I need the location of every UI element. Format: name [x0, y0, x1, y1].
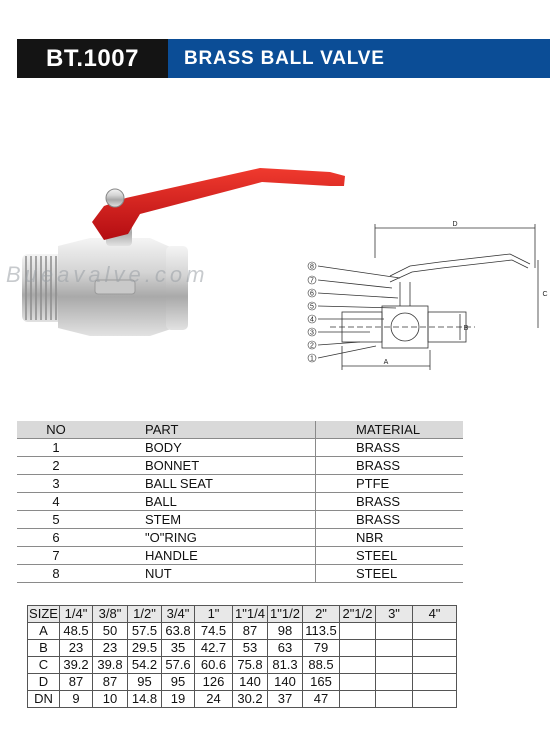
- technical-drawing: [300, 218, 550, 378]
- size-cell: 87: [233, 623, 268, 640]
- part-number-label: 6: [310, 290, 314, 298]
- part-name: STEM: [95, 511, 316, 529]
- size-cell: 9: [60, 691, 93, 708]
- size-cell: [340, 674, 376, 691]
- header-no: NO: [17, 421, 95, 439]
- dimension-label: B: [463, 325, 469, 332]
- size-cell: 54.2: [128, 657, 162, 674]
- size-cell: 140: [233, 674, 268, 691]
- size-cell: A: [28, 623, 60, 640]
- part-name: NUT: [95, 565, 316, 583]
- size-cell: 48.5: [60, 623, 93, 640]
- size-cell: 140: [268, 674, 303, 691]
- size-cell: 95: [162, 674, 195, 691]
- size-cell: 74.5: [195, 623, 233, 640]
- part-material: STEEL: [316, 565, 464, 583]
- part-material: BRASS: [316, 493, 464, 511]
- size-header-row: [28, 606, 457, 623]
- dimension-label: A: [383, 359, 389, 366]
- table-row: [17, 457, 463, 475]
- size-cell: 39.8: [93, 657, 128, 674]
- size-cell: 57.6: [162, 657, 195, 674]
- size-cell: 23: [60, 640, 93, 657]
- size-cell: 47: [303, 691, 340, 708]
- size-cell: 14.8: [128, 691, 162, 708]
- size-cell: 50: [93, 623, 128, 640]
- size-cell: 57.5: [128, 623, 162, 640]
- table-row: [28, 691, 457, 708]
- size-cell: 88.5: [303, 657, 340, 674]
- size-cell: 24: [195, 691, 233, 708]
- header-part: PART: [95, 421, 316, 439]
- size-cell: 42.7: [195, 640, 233, 657]
- size-cell: 95: [128, 674, 162, 691]
- size-cell: [413, 640, 457, 657]
- part-material: BRASS: [316, 439, 464, 457]
- product-code: BT.1007: [17, 39, 168, 78]
- size-header-cell: 2": [303, 606, 340, 623]
- header-material: MATERIAL: [316, 421, 464, 439]
- size-cell: C: [28, 657, 60, 674]
- dimension-label: C: [542, 291, 548, 298]
- part-name: "O"RING: [95, 529, 316, 547]
- size-cell: [340, 640, 376, 657]
- size-cell: [413, 623, 457, 640]
- size-cell: [376, 623, 413, 640]
- size-cell: [376, 657, 413, 674]
- part-no: 3: [17, 475, 95, 493]
- table-row: [17, 475, 463, 493]
- size-cell: [376, 674, 413, 691]
- part-no: 2: [17, 457, 95, 475]
- table-row: [17, 439, 463, 457]
- part-number-label: 1: [310, 355, 314, 363]
- table-row: [28, 640, 457, 657]
- size-cell: [413, 674, 457, 691]
- part-no: 6: [17, 529, 95, 547]
- size-cell: 87: [60, 674, 93, 691]
- part-material: BRASS: [316, 511, 464, 529]
- size-cell: 113.5: [303, 623, 340, 640]
- table-row: [28, 657, 457, 674]
- part-name: HANDLE: [95, 547, 316, 565]
- table-row: [17, 511, 463, 529]
- part-name: BALL SEAT: [95, 475, 316, 493]
- size-cell: D: [28, 674, 60, 691]
- size-header-cell: 1"1/4: [233, 606, 268, 623]
- size-cell: B: [28, 640, 60, 657]
- part-material: PTFE: [316, 475, 464, 493]
- part-no: 7: [17, 547, 95, 565]
- part-material: NBR: [316, 529, 464, 547]
- header-bar: [17, 39, 550, 78]
- part-number-label: 3: [310, 329, 314, 337]
- part-no: 1: [17, 439, 95, 457]
- size-cell: 19: [162, 691, 195, 708]
- size-header-cell: SIZE: [29, 606, 58, 621]
- parts-table: [17, 421, 463, 583]
- table-row: [17, 547, 463, 565]
- size-cell: [376, 691, 413, 708]
- size-cell: 63.8: [162, 623, 195, 640]
- part-name: BODY: [95, 439, 316, 457]
- size-header-cell: 3/4": [162, 606, 195, 623]
- part-name: BONNET: [95, 457, 316, 475]
- part-no: 8: [17, 565, 95, 583]
- size-header-cell: 1/4": [60, 606, 93, 623]
- size-cell: 165: [303, 674, 340, 691]
- size-cell: 81.3: [268, 657, 303, 674]
- size-header-cell: 1": [195, 606, 233, 623]
- size-cell: 23: [93, 640, 128, 657]
- product-title: BRASS BALL VALVE: [184, 48, 385, 69]
- size-header-cell: 4": [413, 606, 457, 623]
- size-cell: 39.2: [60, 657, 93, 674]
- size-cell: 35: [162, 640, 195, 657]
- size-cell: 37: [268, 691, 303, 708]
- size-cell: [340, 657, 376, 674]
- table-row: [28, 674, 457, 691]
- part-name: BALL: [95, 493, 316, 511]
- size-cell: [340, 623, 376, 640]
- table-row: [17, 529, 463, 547]
- size-table: [27, 605, 457, 708]
- size-cell: 98: [268, 623, 303, 640]
- size-header-cell: 1/2": [128, 606, 162, 623]
- size-cell: DN: [28, 691, 60, 708]
- part-number-label: 5: [310, 303, 314, 311]
- size-cell: 126: [195, 674, 233, 691]
- size-cell: [413, 691, 457, 708]
- size-header-cell: 3/8": [93, 606, 128, 623]
- parts-header-row: [17, 421, 463, 439]
- size-cell: 79: [303, 640, 340, 657]
- size-cell: 75.8: [233, 657, 268, 674]
- size-cell: 10: [93, 691, 128, 708]
- table-row: [28, 623, 457, 640]
- size-cell: 60.6: [195, 657, 233, 674]
- size-cell: 63: [268, 640, 303, 657]
- size-header-cell: 2"1/2: [340, 606, 376, 623]
- size-header-cell: 3": [376, 606, 413, 623]
- size-header-cell: 1"1/2: [268, 606, 303, 623]
- table-row: [17, 565, 463, 583]
- part-material: BRASS: [316, 457, 464, 475]
- dimension-label: D: [452, 221, 458, 228]
- size-cell: [340, 691, 376, 708]
- size-cell: 53: [233, 640, 268, 657]
- watermark: Bueavalve.com: [6, 262, 209, 287]
- size-cell: 87: [93, 674, 128, 691]
- size-cell: 30.2: [233, 691, 268, 708]
- size-cell: [413, 657, 457, 674]
- part-no: 5: [17, 511, 95, 529]
- part-number-label: 8: [310, 263, 314, 271]
- part-number-label: 2: [310, 342, 314, 350]
- part-no: 4: [17, 493, 95, 511]
- size-cell: 29.5: [128, 640, 162, 657]
- size-cell: [376, 640, 413, 657]
- part-material: STEEL: [316, 547, 464, 565]
- table-row: [17, 493, 463, 511]
- part-number-label: 7: [310, 277, 314, 285]
- part-number-label: 4: [310, 316, 314, 324]
